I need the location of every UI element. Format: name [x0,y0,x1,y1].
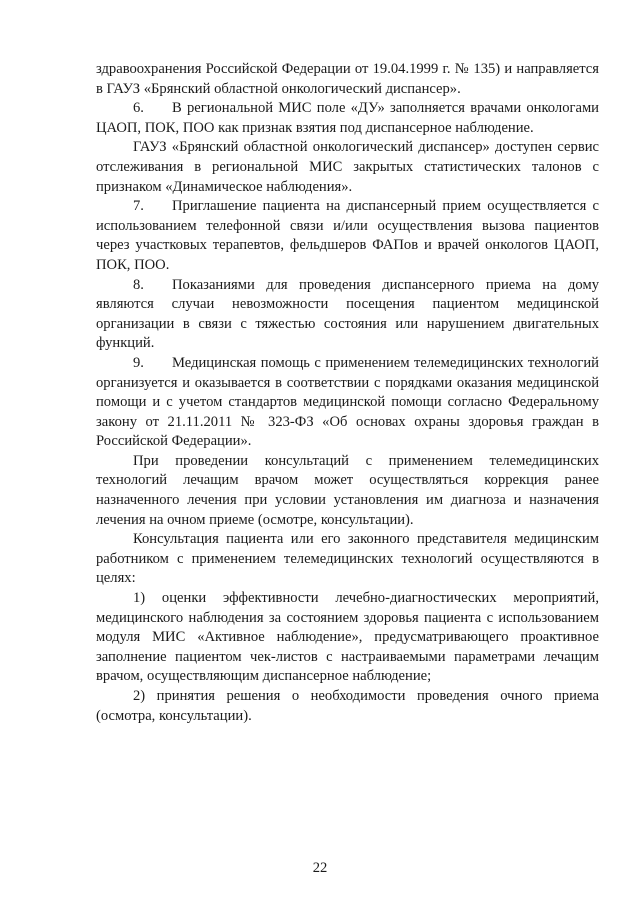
paragraph-text: Медицинская помощь с применением телемедицинских технологий организуется и оказывается в соответствии с порядками оказания медицинской помощи и с учетом стандартов медицинской помощи согласно Федеральному закону от 21.11.2011 № 323-ФЗ «Об основах охраны здоровья граждан в Российской Федерации». [96,354,599,450]
page-number: 22 [312,860,328,876]
list-item-1: 1) оценки эффективности лечебно-диагностических мероприятий, медицинского наблюдения за состоянием здоровья пациента с использованием модуля МИС «Активное наблюдение», предусматривающего проактивное заполнение пациентом чек-листов с настраиваемыми параметрами лечащим врачом, осуществляющим диспансерное наблюдение; [96,590,599,685]
document-body [96,60,599,726]
item-number: 7. [133,198,144,215]
paragraph-dispensary-service: ГАУЗ «Брянский областной онкологический диспансер» доступен сервис отслеживания в региональной МИС закрытых статистических талонов с признаком «Динамическое наблюдения». [96,139,599,195]
paragraph-continuation: здравоохранения Российской Федерации от 19.04.1999 г. № 135) и направляется в ГАУЗ «Брянский областной онкологический диспансер». [96,61,599,97]
paragraph-consultation-purposes: Консультация пациента или его законного представителя медицинским работником с применением телемедицинских технологий осуществляются в целях: [96,531,599,587]
item-number: 6. [133,100,144,117]
paragraph-item-6 [96,99,599,138]
paragraph-telemedicine-correction: При проведении консультаций с применением телемедицинских технологий лечащим врачом может осуществляться коррекция ранее назначенного лечения при условии установления им диагноза и назначения лечения на очном приеме (осмотре, консультации). [96,452,599,528]
paragraph-item-7 [96,197,599,275]
paragraph-text: Приглашение пациента на диспансерный прием осуществляется с использованием телефонной связи и/или осуществления вызова пациентов через участковых терапевтов, фельдшеров ФАПов и врачей онкологов ЦАОП, ПОК, ПОО. [96,198,599,273]
paragraph-item-8 [96,276,599,354]
item-number: 9. [133,354,144,371]
paragraph-text: В региональной МИС поле «ДУ» заполняется врачами онкологами ЦАОП, ПОК, ПОО как признак взятия под диспансерное наблюдение. [96,100,599,136]
list-item-2: 2) принятия решения о необходимости проведения очного приема (осмотра, консультации). [96,688,599,724]
paragraph-item-9 [96,354,599,452]
paragraph-text: Показаниями для проведения диспансерного приема на дому являются случаи невозможности посещения пациентом медицинской организации в связи с тяжестью состояния или нарушением двигательных функций. [96,276,599,352]
item-number: 8. [133,276,144,293]
